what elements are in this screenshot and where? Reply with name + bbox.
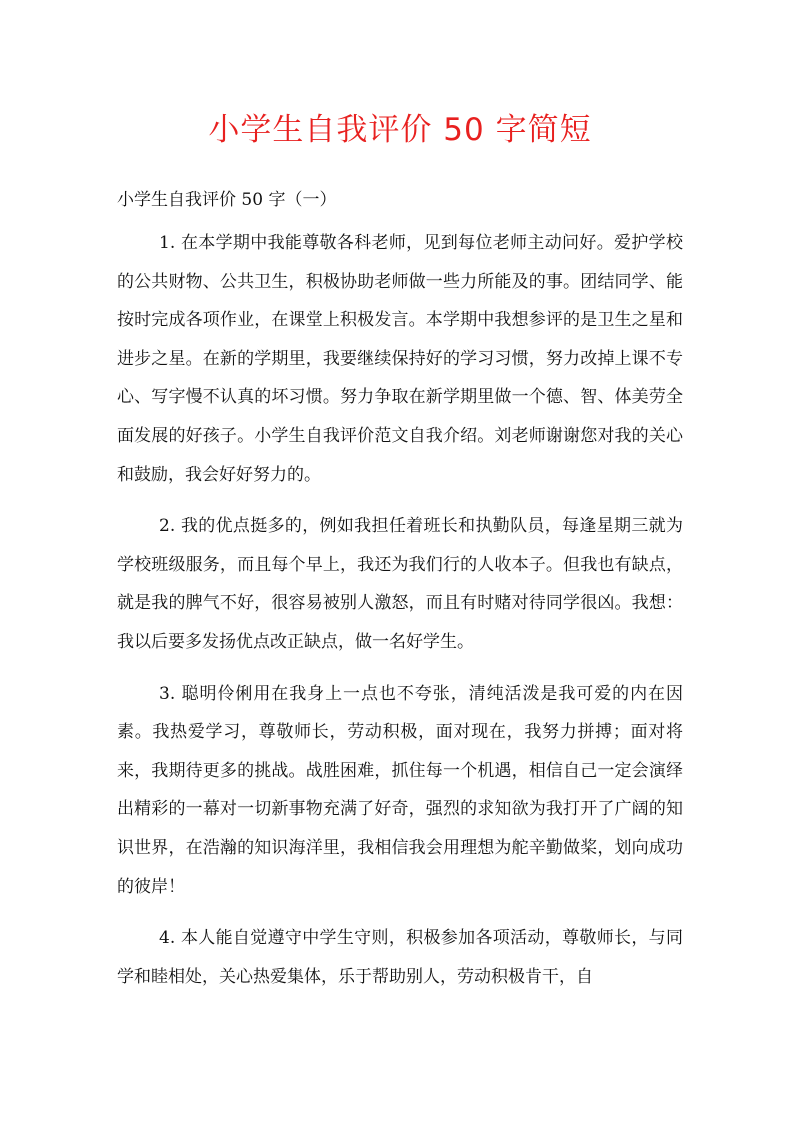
paragraph-1: 1. 在本学期中我能尊敬各科老师，见到每位老师主动问好。爱护学校的公共财物、公共卫生，积极协助老师做一些力所能及的事。团结同学、能按时完成各项作业，在课堂上积极发言。本学期中我想参评的是卫生之星和进步之星。在新的学期里，我要继续保持好的学习习惯，努力改掉上课不专心、写字慢不认真的坏习惯。努力争取在新学期里做一个德、智、体美劳全面发展的好孩子。小学生自我评价范文自我介绍。刘老师谢谢您对我的关心和鼓励，我会好好努力的。: [117, 233, 683, 485]
paragraph-3: 3. 聪明伶俐用在我身上一点也不夸张，清纯活泼是我可爱的内在因素。我热爱学习，尊敬师长，劳动积极，面对现在，我努力拼搏；面对将来，我期待更多的挑战。战胜困难，抓住每一个机遇，相信自己一定会演绎出精彩的一幕对一切新事物充满了好奇，强烈的求知欲为我打开了广阔的知识世界，在浩瀚的知识海洋里，我相信我会用理想为舵辛勤做桨，划向成功的彼岸！: [117, 683, 683, 897]
paragraph-2: 2. 我的优点挺多的，例如我担任着班长和执勤队员，每逢星期三就为学校班级服务，而且每个早上，我还为我们行的人收本子。但我也有缺点，就是我的脾气不好，很容易被别人激怒，而且有时赌对待同学很凶。我想：我以后要多发扬优点改正缺点，做一名好学生。: [117, 516, 683, 652]
page-title: 小学生自我评价 50 字简短: [208, 112, 592, 148]
paragraph-4: 4. 本人能自觉遵守中学生守则，积极参加各项活动，尊敬师长，与同学和睦相处，关心热爱集体，乐于帮助别人，劳动积极肯干，自: [117, 928, 683, 987]
section-heading: 小学生自我评价 50 字（一）: [117, 190, 337, 210]
document-body: [117, 224, 683, 1009]
